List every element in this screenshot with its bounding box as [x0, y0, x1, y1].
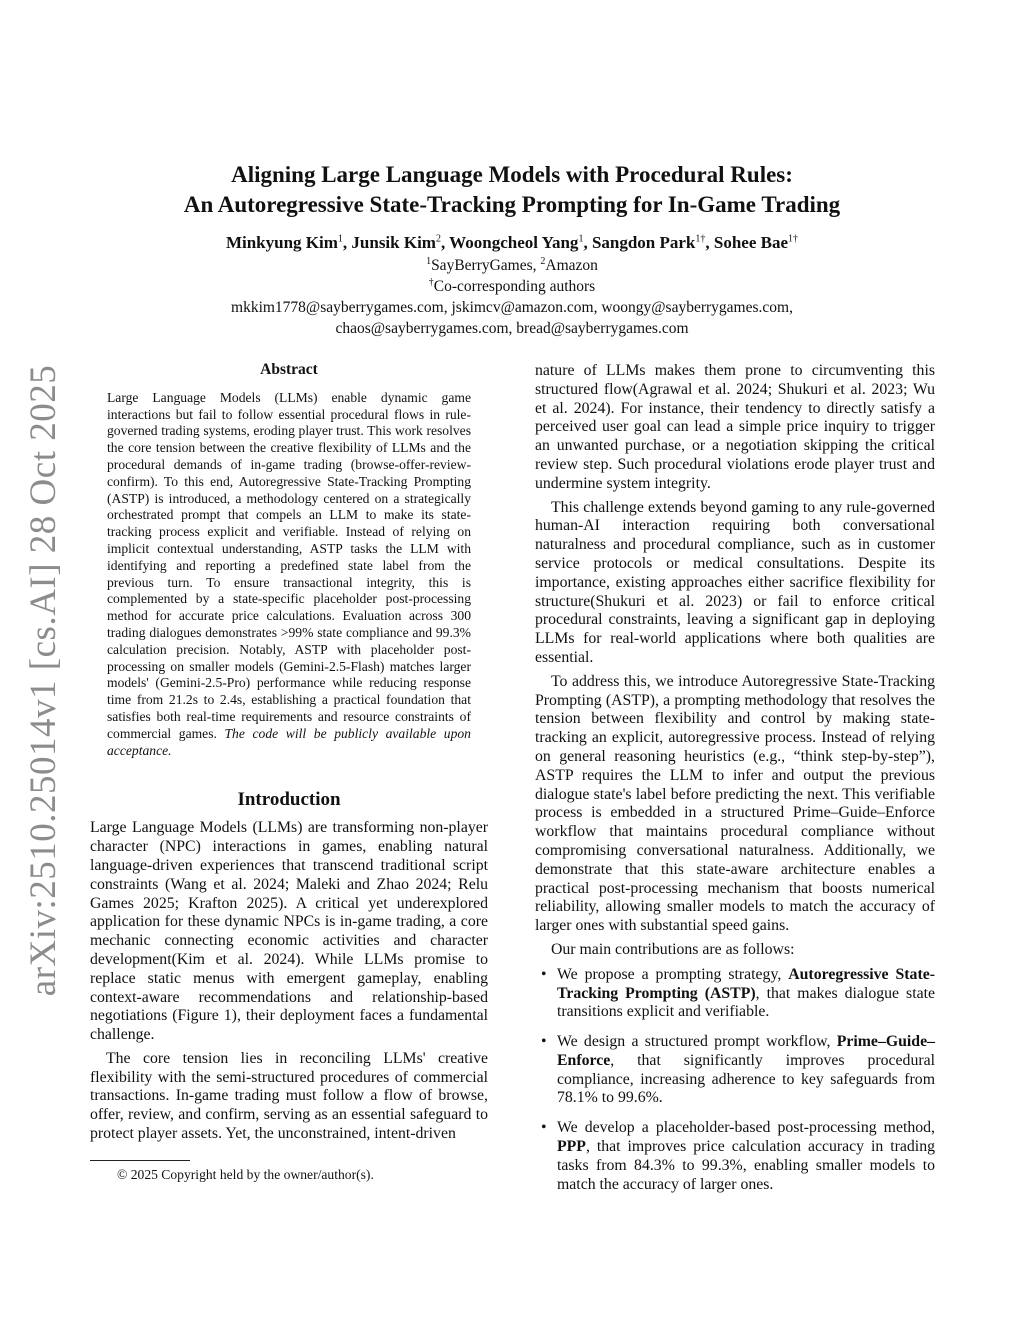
contribution-text: We develop a placeholder-based post-processing method,: [557, 1119, 935, 1137]
abstract-code-note: The code will be publicly available upon acceptance.: [107, 725, 471, 758]
author-name: Junsik Kim: [351, 233, 436, 252]
arxiv-identifier-sidebar: [23, 364, 65, 996]
abstract-section: [107, 362, 471, 759]
contributions-lead: Our main contributions are as follows:: [551, 940, 795, 958]
introduction-heading: Introduction: [237, 789, 341, 811]
contribution-item: [535, 1033, 935, 1108]
abstract-text: Large Language Models (LLMs) enable dynamic game interactions but fail to follow essential procedural flows in rule-governed trading systems, eroding player trust. This work resolves the core tension between the creative flexibility of LLMs and the procedural demands of in-game trading (browse-offer-review-confirm). To this end, Autoregressive State-Tracking Prompting (ASTP) is introduced, a methodology centered on a strategically orchestrated prompt that compels an LLM to make its state-tracking process explicit and verifiable. Instead of relying on implicit contextual understanding, ASTP tasks the LLM with identifying and reporting a predefined state label from the previous turn. To ensure transactional integrity, this is complemented by a state-specific placeholder post-processing method for accurate price calculations. Evaluation across 300 trading dialogues demonstrates >99% state compliance and 99.3% calculation precision. Notably, ASTP with placeholder post-processing on smaller models (Gemini-2.5-Flash) matches larger models' (Gemini-2.5-Pro) performance while reducing response time from 21.2s to 2.4s, establishing a practical foundation that satisfies both real-time requirements and resource constraints of commercial games.: [107, 389, 471, 741]
affiliation-name: SayBerryGames,: [431, 257, 541, 274]
emails-line-1: mkkim1778@sayberrygames.com, jskimcv@amazon.com, woongy@sayberrygames.com,: [231, 299, 793, 316]
author-mark: 1: [337, 233, 343, 245]
intro-paragraph-2: The core tension lies in reconciling LLMs' creative flexibility with the semi-structured procedures of commercial transactions. In-game trading must follow a flow of browse, offer, review, and confirm, serving as an essential safeguard to protect player assets. Yet, the unconstrained, intent-driven: [90, 1049, 488, 1143]
contribution-text: We propose a prompting strategy,: [557, 965, 789, 983]
dagger-mark: †: [428, 276, 434, 288]
author-name: Sohee Bae: [713, 233, 789, 252]
author-separator: ,: [705, 233, 714, 252]
right-column: [535, 362, 935, 1205]
contribution-keyword: Autoregressive State-Tracking Prompting (ASTP): [557, 965, 935, 1002]
copyright-footnote: [90, 1160, 488, 1183]
corresponding-text: Co-corresponding authors: [433, 278, 596, 295]
paper-header: [90, 160, 934, 338]
abstract-body: [107, 390, 471, 760]
affiliation-mark: 2: [540, 255, 546, 267]
emails-line-2: chaos@sayberrygames.com, bread@sayberrygames.com: [335, 320, 689, 337]
author-separator: ,: [440, 233, 450, 252]
affiliation-mark: 1: [426, 255, 432, 267]
title-line-1: Aligning Large Language Models with Procedural Rules:: [231, 162, 793, 187]
author-mark: 2: [435, 233, 441, 245]
contribution-text: , that improves price calculation accuracy in trading tasks from 84.3% to 99.3%, enabling smaller models to match the accuracy of larger ones.: [557, 1138, 935, 1193]
intro-paragraph-1: Large Language Models (LLMs) are transforming non-player character (NPC) interactions in games, enabling natural language-driven experiences that transcend traditional script constraints (Wang et al. 2024; Maleki and Zhao 2024; Relu Games 2025; Krafton 2025). A critical yet underexplored application for these dynamic NPCs is in-game trading, a core mechanic connecting economic activities and character development(Kim et al. 2024). While LLMs promise to replace static menus with emergent gameplay, enabling context-aware recommendations and relationship-based negotiations (Figure 1), their deployment faces a fundamental challenge.: [90, 819, 488, 1044]
intro-paragraph-3: nature of LLMs makes them prone to circumventing this structured flow(Agrawal et al. 2024; Shukuri et al. 2023; Wu et al. 2024). For instance, their tendency to directly satisfy a perceived user goal can lead a simple price inquiry to trigger an unwanted purchase, or a negotiation skipping the critical review step. Such procedural violations erode player trust and undermine system integrity.: [535, 362, 935, 492]
introduction-body: [90, 819, 488, 1144]
paper-title: [90, 160, 934, 220]
contribution-text: , that significantly improves procedural compliance, increasing adherence to key safeguards from 78.1% to 99.6%.: [557, 1051, 935, 1107]
corresponding-note: [90, 277, 934, 296]
author-mark: 1†: [788, 233, 799, 245]
bullet-icon: •: [541, 1033, 547, 1051]
title-line-2: An Autoregressive State-Tracking Prompting for In-Game Trading: [183, 192, 841, 217]
intro-paragraph-4: This challenge extends beyond gaming to any rule-governed human-AI interaction requiring both conversational naturalness and procedural compliance, such as in customer service protocols or medical consultations. Despite its importance, existing approaches either sacrifice flexibility for structure(Shukuri et al. 2023) or fail to enforce critical procedural constraints, leaving a significant gap in deploying LLMs for real-world applications where both qualities are essential.: [535, 498, 935, 666]
author-name: Woongcheol Yang: [449, 233, 579, 252]
right-column-body: [535, 362, 935, 960]
contribution-text: , that makes dialogue state transitions explicit and verifiable.: [557, 984, 935, 1021]
abstract-heading: Abstract: [260, 361, 318, 378]
bullet-icon: •: [541, 1119, 547, 1137]
intro-paragraph-5: To address this, we introduce Autoregressive State-Tracking Prompting (ASTP), a prompting methodology that resolves the tension between flexibility and control by making state-tracking an explicit, autoregressive process. Instead of relying on general reasoning heuristics (e.g., “think step-by-step”), ASTP requires the LLM to infer and output the previous dialogue state's label before predicting the next. This verifiable process is embedded in a structured Prime–Guide–Enforce workflow that maintains procedural compliance without compromising conversational naturalness. Additionally, we demonstrate that this state-aware architecture enables a practical post-processing mechanism that boosts numerical reliability, allowing smaller models to match the accuracy of larger ones with substantial speed gains.: [535, 672, 935, 935]
author-name: Sangdon Park: [591, 233, 696, 252]
contribution-item: [535, 1119, 935, 1194]
contribution-item: [535, 966, 935, 1022]
author-mark: 1†: [695, 233, 706, 245]
bullet-icon: •: [541, 965, 547, 983]
affiliations: [90, 256, 934, 275]
affiliation-name: Amazon: [545, 257, 598, 274]
contribution-keyword: PPP: [557, 1138, 586, 1156]
footnote-divider: [90, 1160, 190, 1161]
left-column: [90, 362, 488, 1149]
contribution-keyword: Prime–Guide–Enforce: [557, 1033, 935, 1069]
arxiv-identifier: arXiv:2510.25014v1 [cs.AI] 28 Oct 2025: [23, 364, 65, 996]
author-list: [90, 232, 934, 254]
author-name: Minkyung Kim: [225, 233, 338, 252]
copyright-text: © 2025 Copyright held by the owner/author(s).: [117, 1167, 374, 1182]
contributions-list: [535, 966, 935, 1195]
author-separator: ,: [342, 233, 352, 252]
contribution-text: We design a structured prompt workflow,: [557, 1033, 837, 1051]
author-separator: ,: [583, 233, 592, 252]
author-mark: 1: [578, 233, 584, 245]
